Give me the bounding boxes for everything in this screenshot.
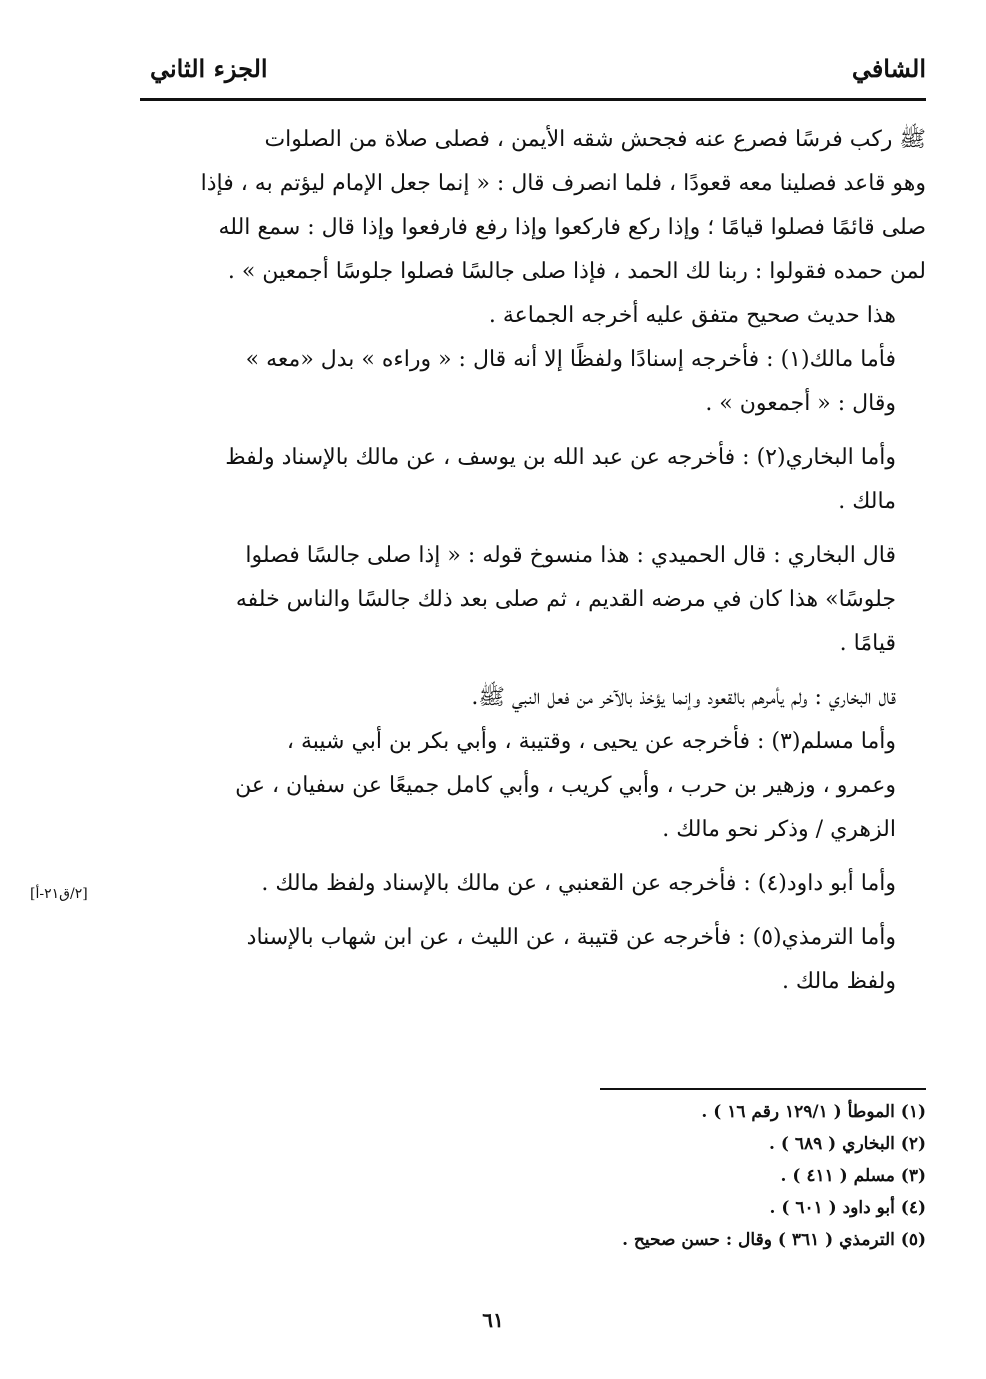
text-line: وعمرو ، وزهير بن حرب ، وأبي كريب ، وأبي كامل جميعًا عن سفيان ، عن	[235, 773, 896, 798]
paragraph-grading: هذا حديث صحيح متفق عليه أخرجه الجماعة .	[488, 303, 896, 328]
text-line: وأما مسلم(٣) : فأخرجه عن يحيى ، وقتيبة ، وأبي بكر بن أبي شيبة ،	[286, 729, 896, 754]
text-line: وأما الترمذي(٥) : فأخرجه عن قتيبة ، عن الليث ، عن ابن شهاب بالإسناد	[246, 925, 896, 950]
footnotes	[426, 1096, 926, 1256]
paragraph-bukhari	[158, 436, 926, 524]
paragraph-malik	[158, 338, 926, 426]
text-line: جلوسًا» هذا كان في مرضه القديم ، ثم صلى بعد ذلك جالسًا والناس خلفه	[235, 587, 896, 612]
running-header	[140, 52, 926, 101]
footnote-item: (١) الموطأ ( ١٢٩/١ رقم ١٦ ) .	[701, 1102, 926, 1122]
text-line: صلى قائمًا فصلوا قيامًا ؛ وإذا ركع فاركعوا وإذا رفع فارفعوا وإذا قال : سمع الله	[218, 215, 926, 240]
book-title: الشافي	[851, 54, 926, 83]
text-line: الزهري / وذكر نحو مالك .	[662, 817, 896, 842]
text-line: مالك .	[838, 489, 896, 514]
text-line: قيامًا .	[839, 631, 896, 656]
footnote-item: (٢) البخاري ( ٦٨٩ ) .	[769, 1134, 926, 1154]
footnote-item: (٥) الترمذي ( ٣٦١ ) وقال : حسن صحيح .	[622, 1230, 926, 1250]
text-line: ولفظ مالك .	[781, 969, 896, 994]
text-line: قال البخاري : قال الحميدي : هذا منسوخ قوله : « إذا صلى جالسًا فصلوا	[245, 543, 896, 568]
footnote-item: (٣) مسلم ( ٤١١ ) .	[780, 1166, 926, 1186]
manuscript-folio-note: [٢/ق٢١-أ]	[30, 886, 88, 902]
paragraph-humaydi	[158, 534, 926, 666]
text-line: لمن حمده فقولوا : ربنا لك الحمد ، فإذا صلى جالسًا فصلوا جلوسًا أجمعين » .	[227, 259, 926, 284]
paragraph-muslim	[158, 720, 926, 852]
paragraph-hadith	[158, 118, 926, 294]
text-line: وهو قاعد فصلينا معه قعودًا ، فلما انصرف قال : « إنما جعل الإمام ليؤتم به ، فإذا	[200, 171, 926, 196]
paragraph-tirmidhi	[158, 916, 926, 1004]
footnote-item: (٤) أبو داود ( ٦٠١ ) .	[769, 1198, 926, 1218]
part-title: الجزء الثاني	[150, 54, 268, 83]
text-line: وأما البخاري(٢) : فأخرجه عن عبد الله بن يوسف ، عن مالك بالإسناد ولفظ	[225, 445, 896, 470]
main-text	[158, 118, 926, 1004]
text-line: فأما مالك(١) : فأخرجه إسنادًا ولفظًا إلا أنه قال : « وراءه » بدل «معه »	[245, 347, 896, 372]
page-number: ٦١	[482, 1308, 504, 1332]
paragraph-bukhari-note: قال البخاري : ولم يأمرهم بالقعود وإنما يؤخذ بالآخر من فعل النبي ﷺ.	[471, 685, 896, 710]
paragraph-abu-dawud: وأما أبو داود(٤) : فأخرجه عن القعنبي ، عن مالك بالإسناد ولفظ مالك .	[261, 871, 896, 896]
text-line: ﷺ ركب فرسًا فصرع عنه فجحش شقه الأيمن ، فصلى صلاة من الصلوات	[264, 127, 926, 152]
footnote-divider	[600, 1088, 926, 1090]
text-line: وقال : « أجمعون » .	[705, 391, 896, 416]
